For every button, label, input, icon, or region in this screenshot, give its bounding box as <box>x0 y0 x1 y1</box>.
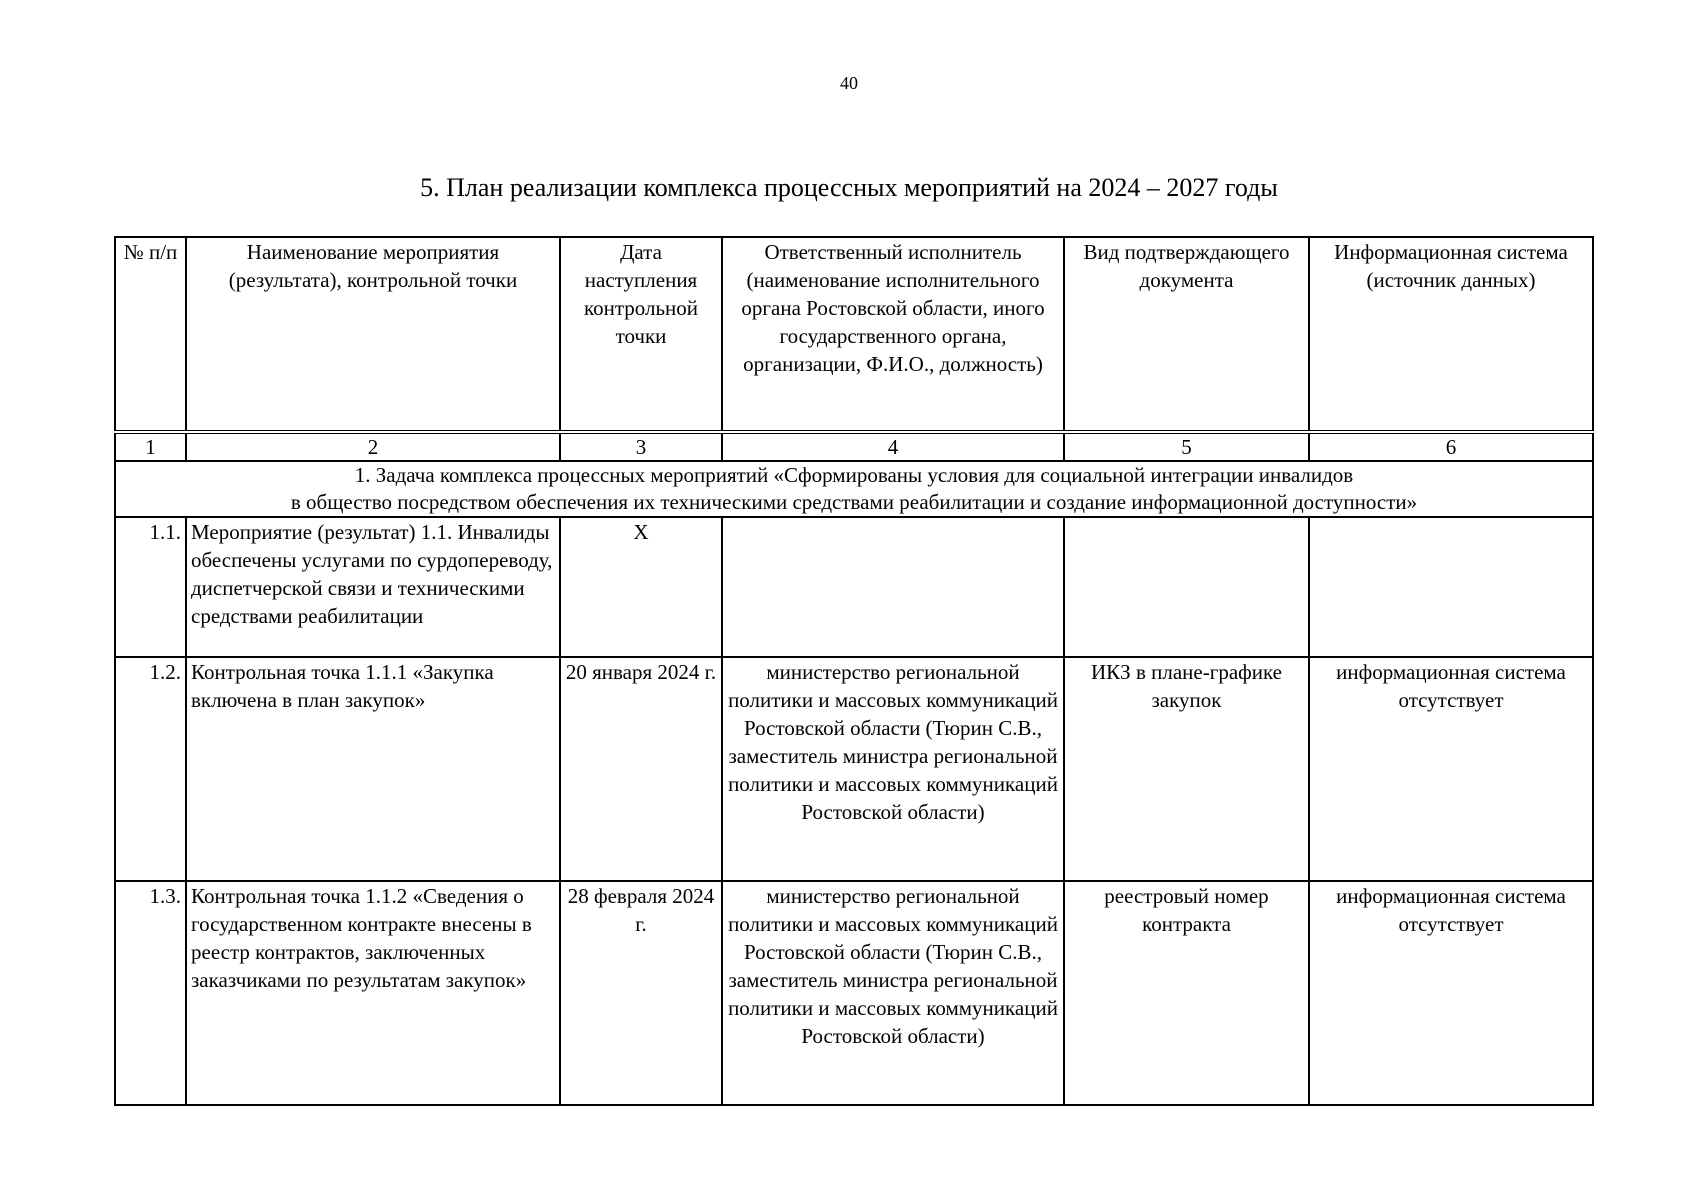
page-title: 5. План реализации комплекса процессных мероприятий на 2024 – 2027 годы <box>420 173 1278 202</box>
task-row <box>115 461 1593 517</box>
column-number: 6 <box>1309 432 1593 461</box>
header-cell: Информационная система (источник данных) <box>1309 237 1593 432</box>
header-cell: Дата наступления контрольной точки <box>560 237 722 432</box>
column-number: 4 <box>722 432 1064 461</box>
header-cell: Ответственный исполнитель (наименование исполнительного органа Ростовской области, иного государственного органа, организации, Ф.И.О., должность) <box>722 237 1064 432</box>
row-executor: министерство региональной политики и массовых коммуникаций Ростовской области (Тюрин С.В., заместитель министра региональной политики и массовых коммуникаций Ростовской области) <box>722 657 1064 881</box>
row-name: Контрольная точка 1.1.2 «Сведения о государственном контракте внесены в реестр контрактов, заключенных заказчиками по результатам закупок» <box>186 881 560 1105</box>
task-line-2: в общество посредством обеспечения их техническими средствами реабилитации и создание информационной доступности» <box>290 490 1418 514</box>
row-document <box>1064 517 1309 657</box>
row-executor <box>722 517 1064 657</box>
row-system: информационная система отсутствует <box>1309 881 1593 1105</box>
row-date: X <box>560 517 722 657</box>
task-cell <box>115 461 1593 517</box>
header-cell: Наименование мероприятия (результата), контрольной точки <box>186 237 560 432</box>
row-system: информационная система отсутствует <box>1309 657 1593 881</box>
row-system <box>1309 517 1593 657</box>
row-number: 1.3. <box>115 881 186 1105</box>
row-date: 20 января 2024 г. <box>560 657 722 881</box>
column-number: 2 <box>186 432 560 461</box>
row-name: Мероприятие (результат) 1.1. Инвалиды обеспечены услугами по сурдопереводу, диспетчерской связи и техническими средствами реабилитации <box>186 517 560 657</box>
header-cell: Вид подтверждающего документа <box>1064 237 1309 432</box>
column-number: 3 <box>560 432 722 461</box>
header-cell: № п/п <box>115 237 186 432</box>
column-number-row <box>115 432 1593 461</box>
row-number: 1.2. <box>115 657 186 881</box>
column-number: 5 <box>1064 432 1309 461</box>
row-name: Контрольная точка 1.1.1 «Закупка включена в план закупок» <box>186 657 560 881</box>
row-date: 28 февраля 2024 г. <box>560 881 722 1105</box>
table-row <box>115 517 1593 657</box>
table-row <box>115 657 1593 881</box>
row-document: реестровый номер контракта <box>1064 881 1309 1105</box>
table-row <box>115 881 1593 1105</box>
task-line-1: 1. Задача комплекса процессных мероприятий «Сформированы условия для социальной интеграции инвалидов <box>354 463 1354 487</box>
row-executor: министерство региональной политики и массовых коммуникаций Ростовской области (Тюрин С.В., заместитель министра региональной политики и массовых коммуникаций Ростовской области) <box>722 881 1064 1105</box>
row-number: 1.1. <box>115 517 186 657</box>
page-number: 40 <box>840 73 858 93</box>
row-document: ИКЗ в плане-графике закупок <box>1064 657 1309 881</box>
column-number: 1 <box>115 432 186 461</box>
table-header-row <box>115 237 1593 432</box>
plan-table <box>114 236 1594 1106</box>
